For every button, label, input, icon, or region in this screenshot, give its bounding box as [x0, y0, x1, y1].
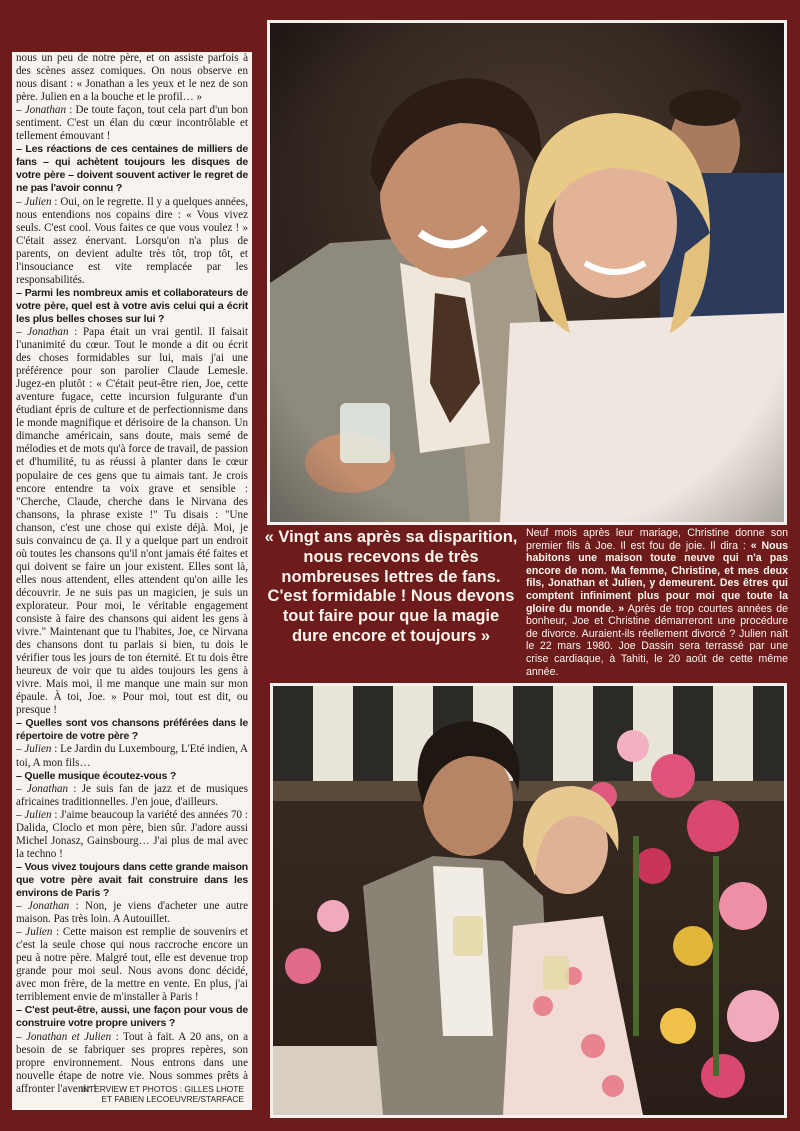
paragraph-text: : Tout à fait. A 20 ans, on a besoin de se fabriquer ses propres repères, son propre environnement. Nous entrons dans une nouvelle étape de notre vie. Nous sommes prêts à affronter l'avenir !: [16, 1030, 248, 1095]
speaker-name: – Jonathan: [16, 900, 70, 913]
photo-credit: [24, 1084, 244, 1104]
caption-quote: « Nous habitons une maison toute neuve qui n'a pas encore de nom. Ma femme, Christine, et mes deux fils, Jonathan et Julien, y demeurent. Des êtres qui comptent infiniment plus pour moi que toute la gloire du monde. »: [526, 539, 788, 615]
interview-answer: [16, 809, 248, 861]
interview-question: [16, 861, 248, 900]
interview-question: [16, 770, 248, 783]
speaker-name: – Jonathan: [16, 325, 69, 338]
interview-answer: [16, 326, 248, 717]
paragraph-text: – Quelles sont vos chansons préférées dans le répertoire de votre père ?: [16, 717, 248, 743]
interview-question: [16, 717, 248, 743]
couple-flowers-image: [273, 686, 784, 1115]
speaker-name: – Jonathan: [16, 782, 69, 795]
couple-portrait-image: [270, 23, 784, 522]
paragraph-text: : Papa était un vrai gentil. Il faisait l'unanimité du cœur. Tout le monde a dit ou écrit des choses formidables sur lui, mais j'ai une préférence pour son parolier Claude Lemesle. Jugez-en plutôt : « C'était peut-être rien, Joe, cette aventure fugace, cette incursion fulgurante d'un étudiant épris de culture et de perfectionnisme dans le monde magnifique et dérisoire de la chanson. Un dimanche américain, sans doute, mais semé de mélodies et de mots qu'à force de travail, de passion et d'humilité, tu as réussi à planter dans le cœur populaire de ces gens que tu aimais tant. Je crois encore entendre ta voix grave et sensible : "Cherche, Claude, cherche dans le Nirvana des chansons, la phrase existe !" Tu disais : "Une chanson, c'est une chose qui existe déjà. Moi, je suis convaincu de ça. Il y a quelque part un endroit où toutes les chansons qu'il n'ont jamais été faites et qui doivent se faire un jour existent. Elles sont là, elles nous attendent, elles attendent qu'on aille les découvrir. Je ne suis pas un magicien, je suis un explorateur. Pour moi, le véritable engagement consiste à faire des chansons qui aident les gens à vivre." Maintenant que tu l'habites, Joe, ce Nirvana des chansons dont tu parlais si bien, tu dois le vérifier tous les jours de ton éternité. Et tu dois être heureux de voir que tu aides toujours les gens à vivre. Mais moi, il me manque une main sur mon épaule. À toi, Joe. » Pour moi, tout est dit, ou presque !: [16, 325, 248, 717]
caption-intro: Neuf mois après leur mariage, Christine donne son premier fils à Joe. Il est fou de joie. Il dira :: [526, 527, 788, 552]
interview-column: [12, 52, 252, 1110]
credit-line-1: INTERVIEW ET PHOTOS : GILLES LHOTE: [80, 1084, 244, 1094]
paragraph-text: nous un peu de notre père, et on assiste parfois à des scènes assez comiques. On nous observe en nous disant : « Jonathan a les yeux et le nez de son père. Julien en a la bouche et le profil… »: [16, 52, 248, 104]
interview-answer: [16, 783, 248, 809]
interview-question: [16, 1004, 248, 1030]
speaker-name: – Jonathan: [16, 104, 67, 117]
photo-caption: [526, 527, 788, 678]
caption-rest: Après de trop courtes années de bonheur, Joe et Christine démarreront une procédure de divorce. Auraient-ils réellement divorcé ? Julien naît le 22 mars 1980. Joe Dassin sera terrassé par une crise cardiaque, à Tahiti, le 20 août de cette même année.: [526, 602, 788, 678]
speaker-name: – Julien: [16, 743, 52, 756]
paragraph-text: – Quelle musique écoutez-vous ?: [16, 769, 177, 782]
paragraph-text: : J'aime beaucoup la variété des années 70 : Dalida, Cloclo et mon père, bien sûr. J'adore aussi Michel Jonasz, Gainsbourg… J'ai plus de mal avec la techno !: [16, 808, 248, 860]
speaker-name: – Julien: [16, 926, 53, 939]
paragraph-text: : Non, je viens d'acheter une autre maison. Pas très loin. A Autouillet.: [16, 900, 248, 926]
interview-question: [16, 287, 248, 326]
paragraph-text: : Je suis fan de jazz et de musiques africaines traditionnelles. J'en joue, d'ailleurs.: [16, 782, 248, 808]
interview-answer: [16, 52, 248, 104]
paragraph-text: – Parmi les nombreux amis et collaborateurs de votre père, quel est à votre avis celui qui a écrit les plus belles choses sur lui ?: [16, 286, 248, 325]
paragraph-text: – Les réactions de ces centaines de milliers de fans – qui achètent toujours les disques de votre père – doivent souvent activer le regret de ne pas l'avoir connu ?: [16, 143, 248, 195]
paragraph-text: – C'est peut-être, aussi, une façon pour vous de construire votre propre univers ?: [16, 1004, 248, 1030]
paragraph-text: – Vous vivez toujours dans cette grande maison que votre père avait fait construire dans les environs de Paris ?: [16, 860, 248, 899]
interview-answer: [16, 900, 248, 926]
credit-line-2: ET FABIEN LECOEUVRE/STARFACE: [101, 1094, 244, 1104]
speaker-name: – Julien: [16, 195, 52, 208]
interview-question: [16, 143, 248, 195]
photo-couple-portrait: [267, 20, 787, 525]
interview-answer: [16, 104, 248, 143]
pull-quote: « Vingt ans après sa disparition, nous recevons de très nombreuses lettres de fans. C'est formidable ! Nous devons tout faire pour que la magie dure encore et toujours »: [264, 528, 518, 645]
paragraph-text: : Oui, on le regrette. Il y a quelques années, nous entendions nos copains dire : « Vous vivez seuls. C'est cool. Vous faites ce que vous voulez ! » C'était assez énervant. Lorsqu'on n'a plus de parents, on devient adulte très tôt, trop tôt, et l'insouciance est vite remplacée par les responsabilités.: [16, 195, 248, 286]
interview-answer: [16, 926, 248, 1004]
interview-text: [16, 52, 248, 1096]
speaker-name: – Jonathan et Julien: [16, 1030, 112, 1043]
paragraph-text: : Le Jardin du Luxembourg, L'Eté indien, A toi, A mon fils…: [16, 743, 248, 769]
speaker-name: – Julien: [16, 808, 52, 821]
photo-couple-flowers: [270, 683, 787, 1118]
interview-answer: [16, 196, 248, 287]
paragraph-text: : Cette maison est remplie de souvenirs et c'est la seule chose qui nous raccroche encore un peu à notre père. Malgré tout, elle est devenue trop grande pour moi seul. Nous avons donc décidé, avec mon frère, de la mettre en vente. En plus, j'ai terriblement envie de m'installer à Paris !: [16, 926, 248, 1004]
interview-answer: [16, 743, 248, 769]
paragraph-text: : De toute façon, tout cela part d'un bon sentiment. C'est un élan du cœur incontrôlable et tellement émouvant !: [16, 104, 248, 143]
